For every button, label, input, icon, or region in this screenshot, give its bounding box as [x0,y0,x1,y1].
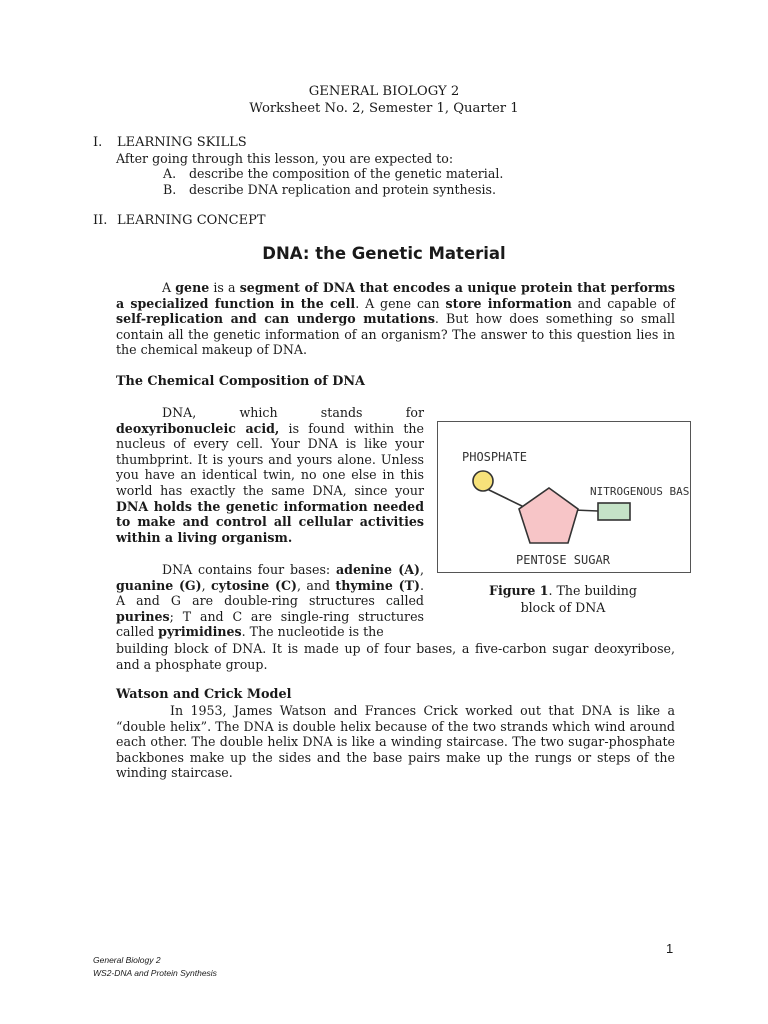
document-title: GENERAL BIOLOGY 2 [308,84,460,99]
footer-course: General Biology 2 [93,955,161,965]
term-adenine: adenine (A) [335,562,420,577]
dna-paragraph: DNA, which stands for deoxyribonucleic acid, is found within the nucleus of every cell. Your DNA is like your thumbprint. It is yours and yours alone. Unless you have an identical twin, no one else in this world has exactly the same DNA, since your DNA holds the genetic information needed to make and control all cellular activities within a living organism. [116,405,424,545]
term-deoxyribonucleic-acid: deoxyribonucleic acid, [116,420,280,436]
phosphate-bond-line [485,488,524,507]
learning-skills-lead: After going through this lesson, you are expected to: [116,151,454,166]
watson-crick-paragraph: In 1953, James Watson and Frances Crick worked out that DNA is like a “double helix”. The DNA is double helix because of the two strands which wind around each other. The double helix DNA is like a winding staircase. The two sugar-phosphate backbones make up the sides and the base pairs make up the rungs or steps of the winding staircase. [116,703,675,781]
objective-letter: B. [163,182,177,197]
objective-item [163,166,503,181]
term-thymine: thymine (T) [335,577,420,593]
page-number: 1 [666,941,674,956]
gene-definition: segment of DNA that encodes a unique protein that performs a specialized function in the cell [116,280,675,311]
phosphate-label: PHOSPHATE [462,450,528,464]
chemical-composition-heading: The Chemical Composition of DNA [116,374,365,389]
nitrogenous-base-label: NITROGENOUS BASE [590,485,690,498]
term-cytosine: cytosine (C) [211,577,297,593]
section-heading-text: LEARNING SKILLS [117,135,247,150]
objective-text: describe DNA replication and protein synthesis. [189,182,497,197]
term-guanine: guanine (G) [116,577,202,593]
nucleotide-diagram [438,422,690,572]
section-numeral: II. [93,213,108,228]
watson-crick-heading: Watson and Crick Model [116,687,292,702]
section-heading-text: LEARNING CONCEPT [117,213,266,228]
dna-role-statement: DNA holds the genetic information needed to make and control all cellular activities within a living organism. [116,498,424,545]
bases-paragraph: DNA contains four bases: adenine (A), guanine (G), cytosine (C), and thymine (T). A and G are double-ring structures called purines; T and C are single-ring structures called pyrimidines. The nucleotide is the [116,562,424,640]
pentose-sugar-pentagon [519,488,578,543]
objective-text: describe the composition of the genetic material. [189,166,504,181]
figure-caption: Figure 1. The building block of DNA [489,583,637,615]
term-pyrimidines: pyrimidines [158,624,242,640]
section-learning-skills-heading [93,135,247,150]
nucleotide-paragraph: building block of DNA. It is made up of four bases, a five-carbon sugar deoxyribose, and a phosphate group. [116,641,675,672]
term-gene: gene [175,280,210,295]
pentose-sugar-label: PENTOSE SUGAR [516,553,610,567]
objective-item [163,182,496,197]
document-subtitle: Worksheet No. 2, Semester 1, Quarter 1 [249,101,519,116]
nucleotide-figure [437,421,691,573]
intro-paragraph: A gene is a segment of DNA that encodes a unique protein that performs a specialized function in the cell. A gene can store information and capable of self-replication and can undergo mutations. But how does something so small contain all the genetic information of an organism? The answer to this question lies in the chemical makeup of DNA. [116,280,675,358]
term-store-information: store information [445,295,572,311]
figure-label: Figure 1 [489,583,549,598]
term-self-replication: self-replication and can undergo mutations [116,311,435,327]
nitrogenous-base-rectangle [598,503,630,520]
objective-letter: A. [163,166,177,181]
term-purines: purines [116,608,170,624]
main-title: DNA: the Genetic Material [262,244,506,263]
section-learning-concept-heading [93,213,266,228]
footer-worksheet: WS2-DNA and Protein Synthesis [93,968,217,978]
section-numeral: I. [93,135,103,150]
phosphate-circle [473,471,493,491]
